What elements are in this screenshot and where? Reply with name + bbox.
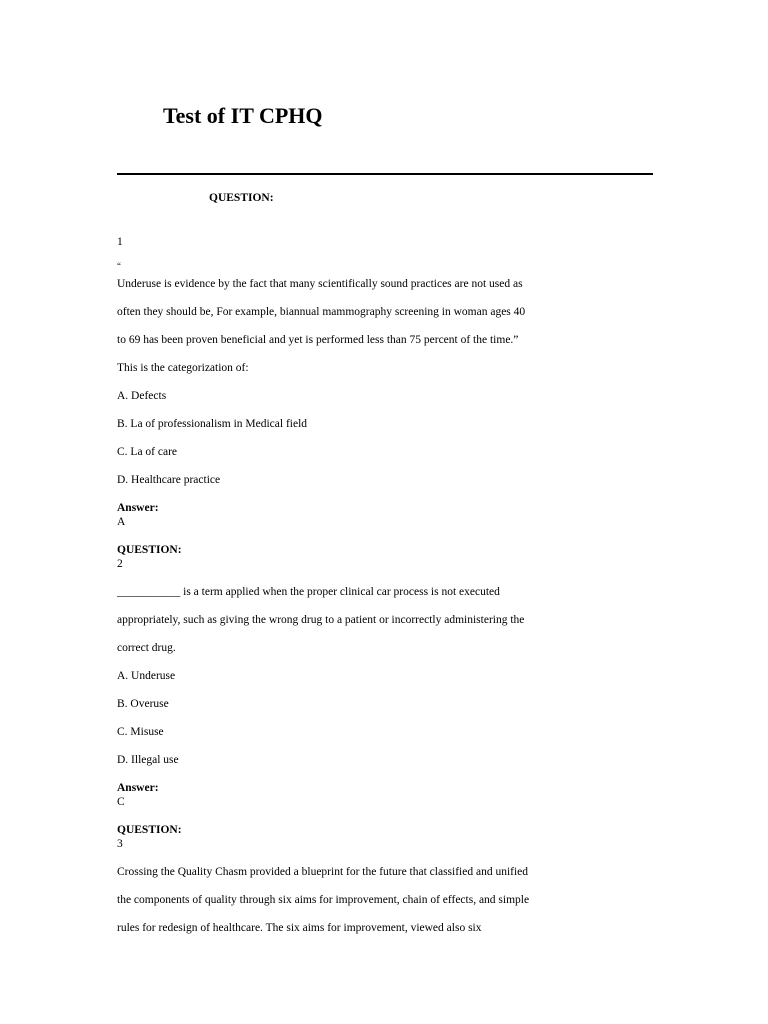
- question-1-text-line: often they should be, For example, biannual mammography screening in woman ages 40: [117, 306, 526, 318]
- question-3-text-line: the components of quality through six aims for improvement, chain of effects, and simple: [117, 894, 530, 906]
- question-1-open-quote: “: [117, 261, 121, 271]
- title-divider: [117, 173, 653, 175]
- question-2-answer: C: [117, 796, 125, 808]
- question-2-text-line: appropriately, such as giving the wrong drug to a patient or incorrectly administering the: [117, 614, 525, 626]
- question-1-option-a: A. Defects: [117, 390, 167, 402]
- question-1-text-line: This is the categorization of:: [117, 362, 249, 374]
- question-1-answer: A: [117, 516, 126, 528]
- question-2-text-line: correct drug.: [117, 642, 176, 654]
- question-2-option-a: A. Underuse: [117, 670, 176, 682]
- question-2-number: 2: [117, 558, 123, 570]
- question-2-heading: QUESTION:: [117, 544, 182, 556]
- question-1-option-d: D. Healthcare practice: [117, 474, 221, 486]
- question-3-text-line: Crossing the Quality Chasm provided a blueprint for the future that classified and unified: [117, 866, 529, 878]
- question-1-text-line: to 69 has been proven beneficial and yet is performed less than 75 percent of the time.”: [117, 334, 519, 346]
- question-3-text-line: rules for redesign of healthcare. The six aims for improvement, viewed also six: [117, 922, 482, 934]
- question-2-option-c: C. Misuse: [117, 726, 164, 738]
- question-2-answer-label: Answer:: [117, 782, 159, 794]
- question-3-heading: QUESTION:: [117, 824, 182, 836]
- question-1-answer-label: Answer:: [117, 502, 159, 514]
- question-2-text-line: ___________ is a term applied when the proper clinical car process is not executed: [117, 586, 500, 598]
- question-2-option-d: D. Illegal use: [117, 754, 179, 766]
- page-title: Test of IT CPHQ: [163, 103, 323, 128]
- question-1-option-b: B. La of professionalism in Medical field: [117, 418, 308, 430]
- question-3-number: 3: [117, 838, 123, 850]
- question-1-heading: QUESTION:: [209, 192, 274, 204]
- question-1-number: 1: [117, 236, 123, 248]
- question-1-option-c: C. La of care: [117, 446, 178, 458]
- question-1-text-line: Underuse is evidence by the fact that many scientifically sound practices are not used as: [117, 278, 523, 290]
- question-2-option-b: B. Overuse: [117, 698, 169, 710]
